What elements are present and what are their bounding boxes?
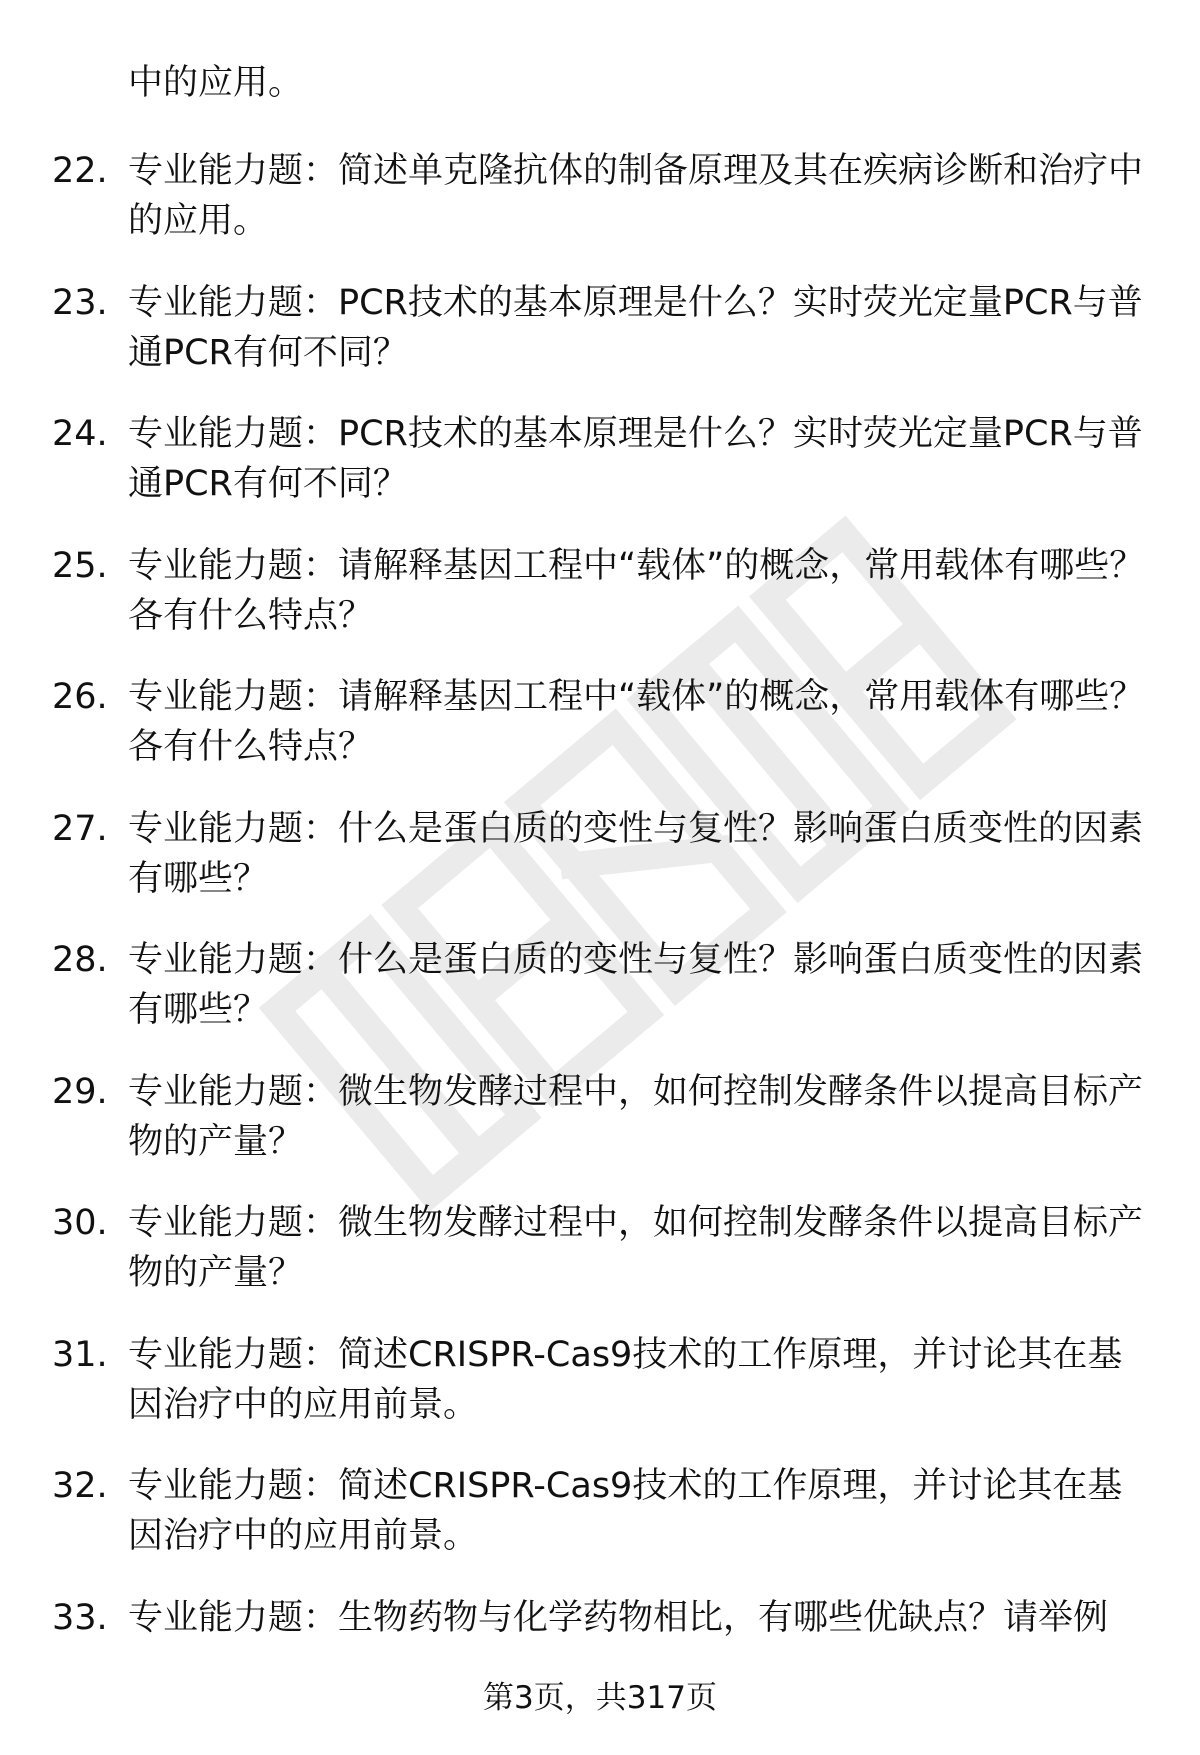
question-text: 专业能力题：简述CRISPR-Cas9技术的工作原理，并讨论其在基因治疗中的应用前景。 [128,1466,1123,1556]
question-number: 30. [52,1203,108,1243]
question-text: 专业能力题：简述CRISPR-Cas9技术的工作原理，并讨论其在基因治疗中的应用前景。 [128,1334,1123,1425]
question-number: 22. [52,151,108,191]
question-item [0,935,1200,1067]
question-text: 专业能力题：什么是蛋白质的变性与复性？影响蛋白质变性的因素有哪些？ [128,940,1144,1030]
question-number: 31. [52,1334,108,1375]
question-number: 25. [52,545,108,586]
question-text: 专业能力题：PCR技术的基本原理是什么？实时荧光定量PCR与普通PCR有何不同？ [128,282,1143,373]
question-number: 29. [52,1071,108,1112]
question-text: 专业能力题：简述单克隆抗体的制备原理及其在疾病诊断和治疗中的应用。 [128,151,1144,241]
question-list [0,146,1200,1724]
question-number: 33. [52,1597,108,1638]
question-item [0,146,1200,278]
question-number: 23. [52,282,108,323]
question-item [0,1461,1200,1593]
question-text: 专业能力题：PCR技术的基本原理是什么？实时荧光定量PCR与普通PCR有何不同？ [128,414,1143,504]
question-number: 27. [52,808,108,849]
question-text: 专业能力题：微生物发酵过程中，如何控制发酵条件以提高目标产物的产量？ [128,1203,1144,1293]
question-item [0,672,1200,804]
question-text: 专业能力题：请解释基因工程中“载体”的概念，常用载体有哪些？各有什么特点？ [128,677,1145,767]
question-item [0,1330,1200,1462]
question-text: 专业能力题：微生物发酵过程中，如何控制发酵条件以提高目标产物的产量？ [128,1071,1144,1162]
question-item [0,409,1200,541]
question-item [0,804,1200,936]
page-footer: 第3页，共317页 [483,1680,717,1716]
continuation-text: 中的应用。 [128,63,304,103]
question-item [0,1198,1200,1330]
question-text: 专业能力题：请解释基因工程中“载体”的概念，常用载体有哪些？各有什么特点？ [128,545,1145,636]
question-item [0,1067,1200,1199]
question-number: 32. [52,1466,108,1506]
question-number: 26. [52,677,108,717]
question-item [0,541,1200,673]
question-text: 专业能力题：生物药物与化学药物相比，有哪些优缺点？请举例 [128,1597,1109,1638]
question-number: 28. [52,940,108,980]
question-number: 24. [52,414,108,454]
question-item [0,278,1200,410]
question-text: 专业能力题：什么是蛋白质的变性与复性？影响蛋白质变性的因素有哪些？ [128,808,1144,899]
